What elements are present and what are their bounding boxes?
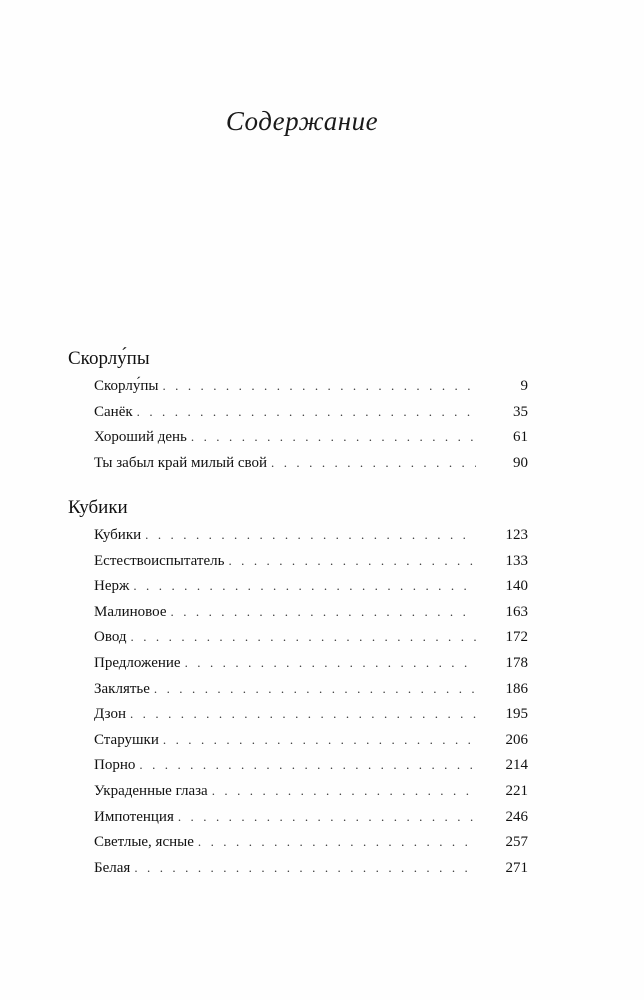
- toc-entry: [94, 855, 528, 881]
- dot-leader: [185, 650, 476, 676]
- entry-title: Нерж: [94, 578, 130, 595]
- dot-leader: [171, 599, 477, 625]
- toc-entry: [94, 599, 528, 625]
- toc-entry: [94, 727, 528, 753]
- toc-entry: [94, 424, 528, 450]
- entry-page-number: 163: [505, 603, 528, 620]
- dot-leader: [198, 829, 476, 855]
- entry-title: Украденные глаза: [94, 782, 208, 799]
- entry-page-number: 61: [513, 429, 528, 446]
- dot-leader: [228, 548, 476, 574]
- dot-leader: [130, 701, 476, 727]
- dot-leader: [139, 752, 476, 778]
- dot-leader: [163, 727, 476, 753]
- entry-title: Овод: [94, 629, 127, 646]
- entry-title: Ты забыл край милый свой: [94, 454, 268, 471]
- toc-entry: [94, 450, 528, 476]
- toc-entries: [68, 522, 528, 880]
- entry-title: Белая: [94, 859, 131, 876]
- section-title: Скорлу́пы: [68, 348, 150, 369]
- entry-page-number: 186: [505, 680, 528, 697]
- entry-title: Порно: [94, 757, 136, 774]
- entry-page-number: 133: [505, 552, 528, 569]
- entry-page-number: 246: [505, 808, 528, 825]
- toc-section-skorlupy: [68, 345, 528, 475]
- entry-title: Старушки: [94, 731, 159, 748]
- entry-title: Скорлу́пы: [94, 378, 159, 394]
- toc-entry: [94, 650, 528, 676]
- entry-page-number: 257: [505, 834, 528, 851]
- entry-page-number: 195: [505, 706, 528, 723]
- entry-title: Заклятье: [94, 680, 150, 697]
- entry-page-number: 214: [505, 757, 528, 774]
- section-title: Кубики: [68, 497, 128, 518]
- entry-title: Санёк: [94, 403, 133, 420]
- entry-title: Дзон: [94, 706, 126, 723]
- toc-entry: [94, 624, 528, 650]
- page-title: Содержание: [225, 106, 379, 136]
- toc-entries: [68, 373, 528, 475]
- entry-page-number: 178: [505, 654, 528, 671]
- dot-leader: [133, 573, 476, 599]
- toc-entry: [94, 548, 528, 574]
- toc-entry: [94, 778, 528, 804]
- dot-leader: [212, 778, 476, 804]
- toc-entry: [94, 573, 528, 599]
- entry-title: Хороший день: [94, 429, 187, 446]
- toc-entry: [94, 804, 528, 830]
- dot-leader: [154, 676, 476, 702]
- entry-title: Светлые, ясные: [94, 834, 194, 851]
- toc-section-kubiki: [68, 494, 528, 880]
- entry-title: Предложение: [94, 654, 181, 671]
- dot-leader: [162, 373, 476, 399]
- toc-entry: [94, 752, 528, 778]
- entry-page-number: 172: [505, 629, 528, 646]
- dot-leader: [178, 804, 476, 830]
- entry-page-number: 221: [505, 782, 528, 799]
- dot-leader: [137, 399, 476, 425]
- toc-entry: [94, 373, 528, 399]
- entry-page-number: 140: [505, 578, 528, 595]
- dot-leader: [145, 522, 476, 548]
- entry-page-number: 90: [513, 454, 528, 471]
- entry-page-number: 206: [505, 731, 528, 748]
- toc-entry: [94, 676, 528, 702]
- dot-leader: [191, 424, 476, 450]
- entry-page-number: 123: [505, 527, 528, 543]
- entry-title: Кубики: [94, 527, 142, 543]
- entry-page-number: 271: [505, 859, 528, 876]
- entry-page-number: 9: [520, 378, 528, 394]
- toc-entry: [94, 701, 528, 727]
- toc-entry: [94, 829, 528, 855]
- dot-leader: [131, 624, 476, 650]
- toc-entry: [94, 399, 528, 425]
- entry-title: Малиновое: [94, 603, 167, 620]
- toc-entry: [94, 522, 528, 548]
- dot-leader: [271, 450, 476, 476]
- entry-page-number: 35: [513, 403, 528, 420]
- entry-title: Естествоиспытатель: [94, 552, 225, 569]
- dot-leader: [134, 855, 476, 881]
- entry-title: Импотенция: [94, 808, 174, 825]
